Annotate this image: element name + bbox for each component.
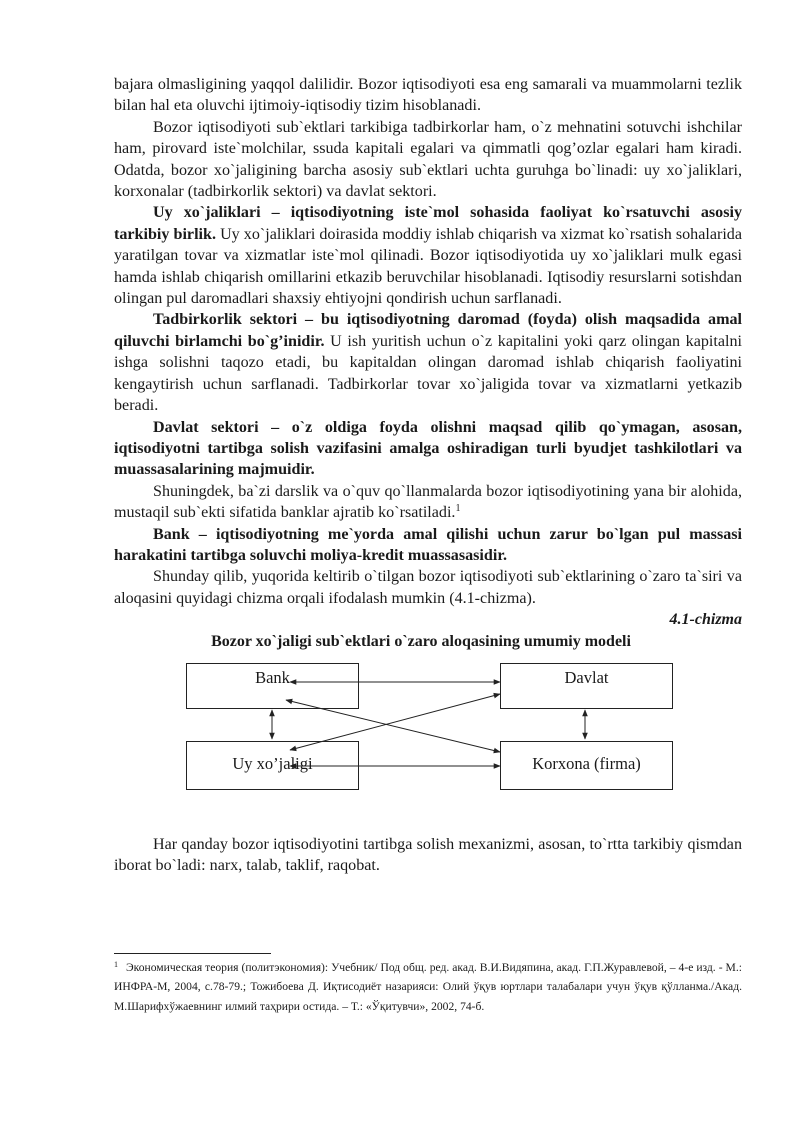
paragraph-2: Bozor iqtisodiyoti sub`ektlari tarkibiga tadbirkorlar ham, o`z mehnatini sotuvchi ishchilar ham, pirovard iste`molchilar, ssuda kapitali egalari va qimmatli qog’ozlar egalari ham kiradi. Odatda, bozor xo`jaligining barcha asosiy sub`ektlari uchta guruhga bo`linadi: uy xo`jaliklari, korxonalar (tadbirkorlik sektori) va davlat sektori. <box>114 118 742 201</box>
footnote-marker: 1 <box>114 960 118 969</box>
box-uy-xojaligi: Uy xo’jaligi <box>186 741 359 790</box>
paragraph-bank-definition: Bank – iqtisodiyotning me`yorda amal qilishi uchun zarur bo`lgan pul massasi harakatini tartibga soluvchi moliya-kredit muassasasidir. <box>114 525 742 564</box>
paragraph-1: bajara olmasligining yaqqol dalilidir. Bozor iqtisodiyoti esa eng samarali va muammolarni tezlik bilan hal eta oluvchi ijtimoiy-iqtisodiy tizim hisoblanadi. <box>114 76 742 115</box>
paragraph-diagram-intro: Shunday qilib, yuqorida keltirib o`tilgan bozor iqtisodiyoti sub`ektlarining o`zaro ta`siri va aloqasini quyidagi chizma orqali ifodalash mumkin (4.1-chizma). <box>114 568 742 607</box>
paragraph-business <box>114 309 742 416</box>
box-bank: Bank <box>186 663 359 709</box>
paragraph-mechanism: Har qanday bozor iqtisodiyotini tartibga solish mexanizmi, asosan, to`rtta tarkibiy qismdan iborat bo`ladi: narx, talab, taklif, raqobat. <box>114 835 742 874</box>
box-korxona: Korxona (firma) <box>500 741 673 790</box>
paragraph-banks <box>114 481 742 524</box>
figure-title: Bozor xo`jaligi sub`ektlari o`zaro aloqasining umumiy modeli <box>211 632 631 650</box>
households-definition: Uy xo`jaliklari – iqtisodiyotning iste`mol sohasida faoliyat ko`rsatuvchi asosiy tarkibiy birlik. <box>114 204 742 243</box>
figure-caption: 4.1-chizma <box>669 611 742 629</box>
paragraph-state-definition: Davlat sektori – o`z oldiga foyda olishni maqsad qilib qo`ymagan, asosan, iqtisodiyotni tartibga solish vazifasini amalga oshiradigan turli byudjet tashkilotlari va muassasalarining majmuidir. <box>114 418 742 479</box>
footnote-divider <box>114 953 271 954</box>
page-body <box>114 74 742 876</box>
footnote <box>114 958 742 1016</box>
households-text: Uy xo`jaliklari doirasida moddiy ishlab chiqarish va xizmat ko`rsatish sohalarida yaratilgan tovar va xizmatlar iste`mol qilinadi. Bozor iqtisodiyotida uy xo`jaliklari mulk egasi hamda ishlab chiqarish omillarini etkazib beruvchilar hisoblanadi. Iqtisodiy resurslarni sotishdan olingan pul daromadlari shaxsiy ehtiyojni qondirish uchun sarflanadi. <box>114 225 742 308</box>
paragraph-households <box>114 202 742 309</box>
business-text: U ish yuritish uchun o`z kapitalini yoki qarz olingan kapitalni ishga solishni taqozo etadi, bu kapitaldan olingan daromad ishlab chiqarish faoliyatini kengaytirish uchun sarflanadi. Tadbirkorlar tovar xo`jaligida tovar va xizmatlarni yetkazib beradi. <box>114 332 742 415</box>
footnote-reference[interactable]: 1 <box>455 503 461 515</box>
subjects-diagram <box>114 656 742 806</box>
business-definition: Tadbirkorlik sektori – bu iqtisodiyotning daromad (foyda) olish maqsadida amal qiluvchi birlamchi bo`g’inidir. <box>114 311 742 350</box>
box-davlat: Davlat <box>500 663 673 709</box>
banks-text: Shuningdek, ba`zi darslik va o`quv qo`llanmalarda bozor iqtisodiyotining yana bir alohida, mustaqil sub`ekti sifatida banklar ajratib ko`rsatiladi. <box>114 482 742 522</box>
footnote-text: Экономическая теория (политэкономия): Учебник/ Под общ. ред. акад. В.И.Видяпина, акад. Г.П.Журавлевой, – 4-е изд. - М.: ИНФРА-М, 2004, с.78-79.; Тожибоева Д. Иқтисодиёт назарияси: Олий ўқув юртлари талабалари учун ўқув қўлланма./Акад. М.Шарифхўжаевнинг илмий таҳрири остида. – Т.: «Ўқитувчи», 2002, 74-б. <box>114 961 742 1013</box>
